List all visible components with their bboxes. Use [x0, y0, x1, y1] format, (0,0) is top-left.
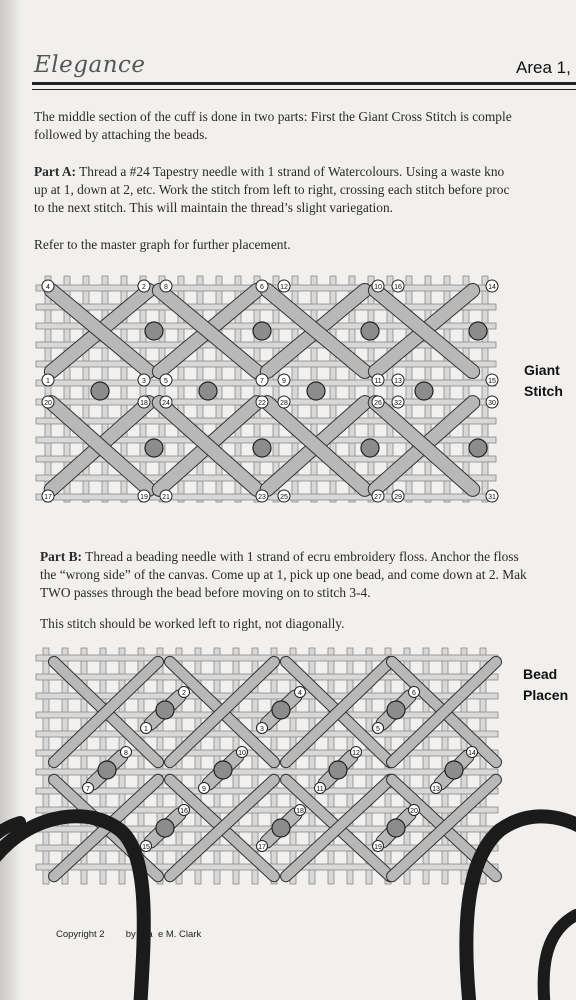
- refer-note: Refer to the master graph for further placement.: [34, 237, 291, 252]
- stitch-number: 32: [394, 400, 402, 407]
- stitch-number: 6: [412, 690, 416, 697]
- stitch-number: 11: [374, 378, 382, 385]
- stand-wire-right-inner: [544, 915, 576, 1000]
- stitch-number: 22: [258, 400, 266, 407]
- stitch-number: 16: [394, 284, 402, 291]
- stitch-number: 4: [46, 284, 50, 291]
- stitch-number: 9: [202, 786, 206, 793]
- stitch-number: 29: [394, 494, 402, 501]
- stitch-number: 27: [374, 494, 382, 501]
- stitch-number: 1: [144, 726, 148, 733]
- copyright-by: by Dia: [125, 929, 153, 940]
- header-area: Area 1,: [516, 58, 571, 77]
- intro-line-2: followed by attaching the beads.: [34, 127, 208, 142]
- stitch-number: 9: [282, 378, 286, 385]
- graph-b-label-1: Bead: [523, 666, 558, 682]
- stitch-number: 15: [488, 378, 496, 385]
- graph-a-label-1: Giant: [524, 362, 560, 378]
- stitch-number: 14: [468, 750, 476, 757]
- copyright-author: e M. Clark: [157, 929, 202, 940]
- header-title: Elegance: [34, 52, 146, 78]
- stitch-number: 8: [124, 750, 128, 757]
- stitch-number: 28: [280, 400, 288, 407]
- stitch-number: 15: [142, 844, 150, 851]
- stand-wire-left: [0, 816, 144, 1000]
- part-a-text-1: Thread a #24 Tapestry needle with 1 strand of Watercolours. Using a waste kno: [76, 164, 505, 179]
- part-b-line-3: TWO passes through the bead before moving on to stitch 3-4.: [40, 585, 371, 600]
- stitch-number: 19: [140, 494, 148, 501]
- stand-wire-right: [466, 816, 576, 1000]
- copyright-text: Copyright 2: [56, 929, 105, 940]
- stitch-number: 30: [488, 400, 496, 407]
- part-a-line-2: up at 1, down at 2, etc. Work the stitch from left to right, crossing each stitch before proc: [34, 182, 510, 197]
- part-b-text-1: Thread a beading needle with 1 strand of ecru embroidery floss. Anchor the floss: [82, 549, 519, 564]
- stitch-number: 6: [260, 284, 264, 291]
- stitch-number: 1: [46, 378, 50, 385]
- part-b-heading: Part B:: [40, 549, 83, 564]
- stitch-number: 20: [410, 808, 418, 815]
- stitch-number: 7: [86, 786, 90, 793]
- stitch-number: 25: [280, 494, 288, 501]
- stitch-number: 12: [352, 750, 360, 757]
- part-a-line-3: to the next stitch. This will maintain the thread’s slight variegation.: [34, 200, 394, 215]
- graph-a-label-2: Stitch: [524, 383, 563, 399]
- stitch-number: 2: [142, 284, 146, 291]
- stitch-number: 10: [238, 750, 246, 757]
- stitch-number: 5: [376, 726, 380, 733]
- stitch-number: 23: [258, 494, 266, 501]
- stitch-number: 12: [280, 284, 288, 291]
- stitch-number: 24: [162, 400, 170, 407]
- stitch-number: 18: [140, 400, 148, 407]
- stitch-number: 13: [432, 786, 440, 793]
- stitch-number: 4: [298, 690, 302, 697]
- stitch-number: 13: [394, 378, 402, 385]
- worked-note: This stitch should be worked left to right, not diagonally.: [40, 616, 345, 631]
- stitch-number: 17: [258, 844, 266, 851]
- stitch-number: 19: [374, 844, 382, 851]
- stitch-number: 20: [44, 400, 52, 407]
- stitch-number: 3: [260, 726, 264, 733]
- stitch-number: 2: [182, 690, 186, 697]
- intro-line-1: The middle section of the cuff is done in two parts: First the Giant Cross Stitch is comple: [34, 109, 512, 124]
- stitch-number: 3: [142, 378, 146, 385]
- part-b-line-2: the “wrong side” of the canvas. Come up at 1, pick up one bead, and come down at 2. Mak: [40, 567, 527, 582]
- stitch-number: 21: [162, 494, 170, 501]
- stitch-number: 16: [180, 808, 188, 815]
- stitch-number: 17: [44, 494, 52, 501]
- stitch-number: 11: [316, 786, 324, 793]
- graph-b-label-2: Placen: [523, 687, 569, 703]
- stitch-number: 7: [260, 378, 264, 385]
- stitch-number: 26: [374, 400, 382, 407]
- stitch-number: 14: [488, 284, 496, 291]
- stitch-number: 5: [164, 378, 168, 385]
- stitch-number: 8: [164, 284, 168, 291]
- stitch-number: 10: [374, 284, 382, 291]
- stitch-number: 31: [488, 494, 496, 501]
- stitch-number: 18: [296, 808, 304, 815]
- part-a-heading: Part A:: [34, 164, 77, 179]
